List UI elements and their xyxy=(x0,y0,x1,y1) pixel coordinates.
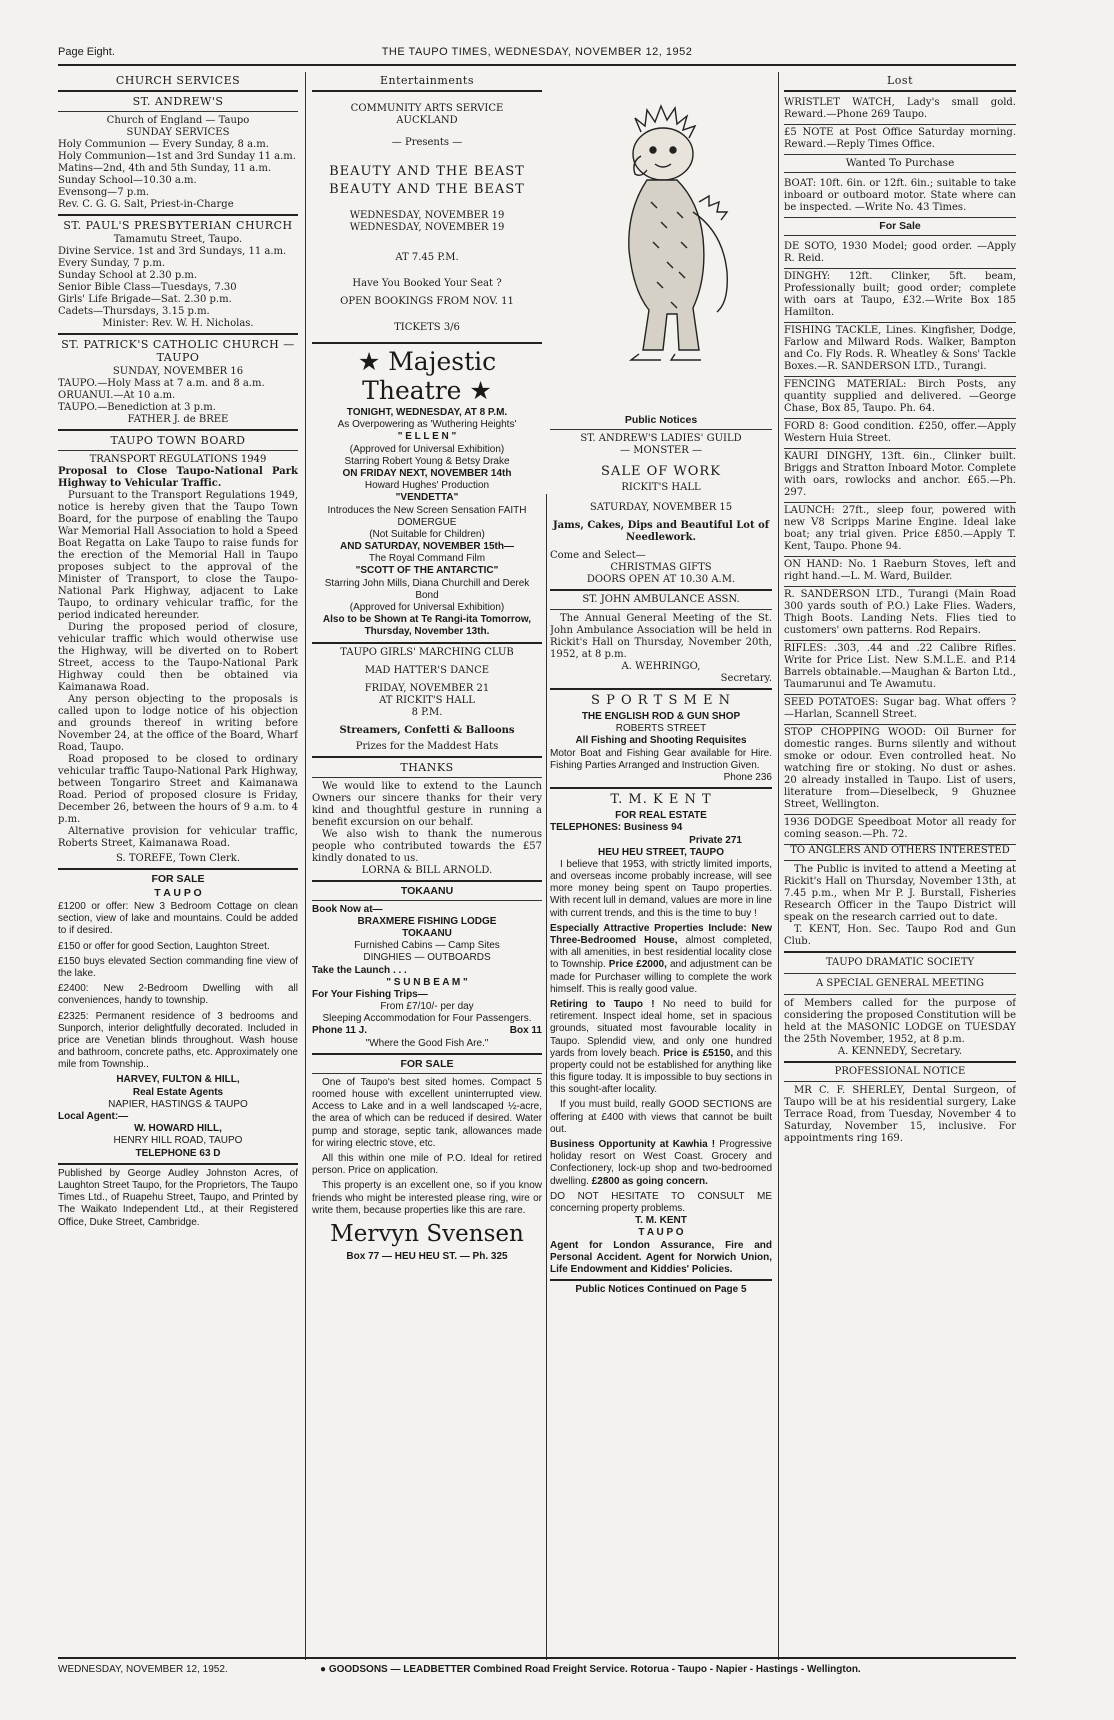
text-line: Holy Communion—1st and 3rd Sunday 11 a.m. xyxy=(58,151,296,162)
phone-box-line xyxy=(312,1025,542,1037)
text-line: RICKIT'S HALL xyxy=(621,482,701,493)
agent-line: Local Agent:— xyxy=(58,1111,129,1122)
text-line: ST. ANDREW'S LADIES' GUILD xyxy=(580,433,742,444)
classified-item: STOP CHOPPING WOOD: Oil Burner for domestic ranges. Burns silently and without smoke or odour. Even controlled heat. No watching fire or stoking. No dust or ashes. 20 already installed in Taupo. List of users, literature from—Dieselbeck, 9 Ghuznee Street, Wellington. xyxy=(784,725,1016,815)
paragraph: One of Taupo's best sited homes. Compact 5 roomed house with excellent uninterrupted view. Access to Lake and in a well landscaped ½-acre, the area of which can be reduced if desired. Water pump and storage, septic tank, allowances made for wiring electric stove, etc. xyxy=(312,1076,542,1149)
page-number: Page Eight. xyxy=(58,46,115,58)
text-line: AT RICKIT'S HALL xyxy=(379,694,475,706)
classified-item: R. SANDERSON LTD., Turangi (Main Road 300 yards south of P.O.) Lake Flies. Waders, Thigh Boots. Landing Nets. Flies tied to customers' own patterns. Rod Repairs. xyxy=(784,587,1016,641)
signature-line: T. M. KENT xyxy=(635,1215,687,1227)
text-line: BRAXMERE FISHING LODGE xyxy=(357,915,497,927)
text-line: Private 271 xyxy=(689,834,742,846)
text-line: ST. JOHN AMBULANCE ASSN. xyxy=(582,594,740,605)
text-line: From £7/10/- per day xyxy=(380,1001,474,1013)
listing: £1200 or offer: New 3 Bedroom Cottage on clean section, view of lake and mountains. Could be added to if desired. xyxy=(58,901,298,937)
text-line: TICKETS 3/6 xyxy=(394,322,460,333)
text-line: Divine Service. 1st and 3rd Sundays, 11 a.m. Every Sunday, 7 p.m. xyxy=(58,246,287,269)
agent-name: Mervyn Svensen xyxy=(330,1220,524,1247)
signature-line: Secretary. xyxy=(720,673,772,684)
column-rule xyxy=(305,72,306,1660)
sportsmen-title: S P O R T S M E N xyxy=(591,693,731,708)
text-line: TOKAANU xyxy=(402,927,452,939)
text-line: All Fishing and Shooting Requisites xyxy=(575,735,747,747)
paragraph: This property is an excellent one, so if you know friends who might be interested please ring, wire or write them, because properties like this are rare. xyxy=(312,1180,542,1216)
text-line: Have You Booked Your Seat ? xyxy=(352,278,502,289)
text-line: Minister: Rev. W. H. Nicholas. xyxy=(102,318,254,329)
anglers-heading: TO ANGLERS AND OTHERS INTERESTED xyxy=(790,845,1010,856)
column-4 xyxy=(784,72,1016,1684)
professional-heading: PROFESSIONAL NOTICE xyxy=(834,1066,966,1077)
text-line: The Royal Command Film xyxy=(368,553,486,565)
text-line: FATHER J. de BREE xyxy=(127,414,229,425)
text-line: Phone 236 xyxy=(723,771,772,783)
paragraph xyxy=(550,923,772,996)
newspaper-page xyxy=(58,44,1016,1684)
signature-line: S. TOREFE, Town Clerk. xyxy=(115,853,241,864)
paragraph: The Public is invited to attend a Meeting at Rickit's Hall on Thursday, November 13th, at 7.45 p.m., when Mr P. J. Burstall, Fisheries Research Officer in the Taupo District will speak on the research carried out to date. xyxy=(784,864,1016,923)
box-number: Box 11 xyxy=(509,1025,542,1037)
text-line: ROBERTS STREET xyxy=(615,723,707,735)
paragraph: of Members called for the purpose of considering the proposed Constitution will be held at the MASONIC LODGE on TUESDAY the 25th November, 1952, at 8 p.m. xyxy=(784,998,1016,1045)
footer-advert: ● GOODSONS — LEADBETTER Combined Road Freight Service. Rotorua - Taupo - Napier - Hastings - Wellington. xyxy=(320,1664,861,1675)
column-1 xyxy=(58,72,298,1684)
for-sale-heading: FOR SALE xyxy=(400,1057,454,1070)
text-line: FOR REAL ESTATE xyxy=(615,810,707,822)
signature-line: A. WEHRINGO, xyxy=(621,661,701,672)
st-andrews-title: ST. ANDREW'S xyxy=(132,95,224,108)
public-notices-heading: Public Notices xyxy=(624,414,698,426)
text-line: Prizes for the Maddest Hats xyxy=(355,740,499,752)
text-line: OPEN BOOKINGS FROM NOV. 11 xyxy=(340,296,514,307)
text-line: SUNDAY SERVICES xyxy=(126,127,230,138)
text-line: Also to be Shown at Te Rangi-ita Tomorrow, Thursday, November 13th. xyxy=(322,614,532,638)
classified-item: FORD 8: Good condition. £250, offer.—Apply Western Huia Street. xyxy=(784,419,1016,449)
paragraph: All this within one mile of P.O. Ideal for retired person. Price on application. xyxy=(312,1152,542,1177)
majestic-theatre-title: ★ Majestic Theatre ★ xyxy=(357,347,497,405)
text-line: Church of England — Taupo xyxy=(106,115,250,126)
text-line: SATURDAY, NOVEMBER 15 xyxy=(589,502,733,513)
classified-item: 1936 DODGE Speedboat Motor all ready for coming season.—Ph. 72. xyxy=(784,815,1016,845)
film-title: "VENDETTA" xyxy=(395,492,459,504)
text-line: (Not Suitable for Children) xyxy=(369,528,485,540)
text-line: HEU HEU STREET, TAUPO xyxy=(598,846,724,858)
paragraph: We also wish to thank the numerous people who contributed towards the £57 kindly donated to us. xyxy=(312,828,542,864)
text-line: Evensong—7 p.m. xyxy=(58,187,150,198)
text-line: Rev. C. G. G. Salt, Priest-in-Charge xyxy=(58,199,234,210)
text-line: TAUPO.—Benediction at 3 p.m. xyxy=(58,402,216,413)
text-line: " S U N B E A M " xyxy=(386,976,468,988)
text-line: TAUPO.—Holy Mass at 7 a.m. and 8 a.m. xyxy=(58,378,265,389)
listing: £2400: New 2-Bedroom Dwelling with all conveniences, handy to township. xyxy=(58,983,298,1007)
text-bold: Retiring to Taupo ! xyxy=(550,998,655,1010)
classified-item: SEED POTATOES: Sugar bag. What offers ?—Harlan, Scannell Street. xyxy=(784,695,1016,725)
theatre-name: Majestic Theatre xyxy=(362,347,497,405)
show-title: BEAUTY AND THE BEAST xyxy=(329,182,525,197)
text-line: Sunday School—10.30 a.m. xyxy=(58,175,197,186)
lost-heading: Lost xyxy=(887,74,913,87)
text-line: WEDNESDAY, NOVEMBER 19 xyxy=(349,210,505,221)
text-line: WEDNESDAY, NOVEMBER 19 xyxy=(349,222,505,233)
entertainments-heading: Entertainments xyxy=(380,74,474,87)
classified-item: DE SOTO, 1930 Model; good order. —Apply R. Reid. xyxy=(784,239,1016,269)
st-patricks-title: ST. PATRICK'S CATHOLIC CHURCH — TAUPO xyxy=(61,338,295,364)
paragraph xyxy=(550,1139,772,1188)
for-sale-place: T A U P O xyxy=(154,887,202,899)
text-bold: Price £2000, xyxy=(608,959,667,971)
text-bold: Business Opportunity at Kawhia ! xyxy=(550,1139,716,1150)
agent-line: Real Estate Agents xyxy=(132,1086,224,1098)
text-line: "Where the Good Fish Are." xyxy=(365,1037,489,1049)
text-line: THE ENGLISH ROD & GUN SHOP xyxy=(581,711,741,722)
wanted-heading: Wanted To Purchase xyxy=(845,157,955,169)
text-line: AUCKLAND xyxy=(396,115,458,126)
text-line: Starring John Mills, Diana Churchill and Derek Bond xyxy=(324,577,530,601)
paragraph: Road proposed to be closed to ordinary vehicular traffic Taupo-National Park Highway, between Tongariro Street and Kaimanawa Road. Period of proposed closure is Friday, December 26, between the hours of 9 a.m. to 4 p.m. xyxy=(58,754,298,825)
signature-line: T A U P O xyxy=(638,1227,684,1239)
classified-item: BOAT: 10ft. 6in. or 12ft. 6in.; suitable to take inboard or outboard motor. State where can be inspected. —Write No. 43 Times. xyxy=(784,176,1016,218)
text-line: Come and Select— xyxy=(550,550,646,561)
phone-number: Phone 11 J. xyxy=(312,1025,368,1037)
text-line: (Approved for Universal Exhibition) xyxy=(349,443,505,455)
text-line: TONIGHT, WEDNESDAY, AT 8 P.M. xyxy=(346,407,508,418)
paragraph: Agent for London Assurance, Fire and Personal Accident. Agent for Norwich Union, Life Endowment and Kiddies' Policies. xyxy=(550,1239,772,1275)
text-line: Senior Bible Class—Tuesdays, 7.30 xyxy=(58,282,237,293)
text-line: As Overpowering as 'Wuthering Heights' xyxy=(337,419,517,431)
text-line: Howard Hughes' Production xyxy=(364,480,490,492)
text-bold: £2800 as going concern. xyxy=(591,1175,708,1187)
text-line: Sunday School at 2.30 p.m. xyxy=(58,270,198,281)
paragraph: I believe that 1953, with strictly limited imports, and overseas income probably increase, will see more money being spent on Taupo properties. With recent lull in demand, values are more in line with current trends, and this is the time to buy ! xyxy=(550,858,772,919)
text-line: FRIDAY, NOVEMBER 21 xyxy=(364,682,490,694)
listing: £150 buys elevated Section commanding fine view of the lake. xyxy=(58,955,298,979)
text-line: Sleeping Accommodation for Four Passengers. xyxy=(322,1013,532,1025)
text-line: CHRISTMAS GIFTS xyxy=(610,562,712,573)
classified-item: DINGHY: 12ft. Clinker, 5ft. beam, Professionally built; good order; complete with oars at Taupo, £32.—Write Box 185 Hamilton. xyxy=(784,269,1016,323)
text-line: Girls' Life Brigade—Sat. 2.30 p.m. xyxy=(58,294,232,305)
agent-contact: Box 77 — HEU HEU ST. — Ph. 325 xyxy=(346,1250,508,1262)
text-line: Book Now at— xyxy=(312,903,383,915)
kent-title: T. M. K E N T xyxy=(610,792,712,808)
paragraph: Pursuant to the Transport Regulations 1949, notice is hereby given that the Taupo Town Board, for the purpose of enabling the Taupo War Memorial Hall Association to hold a Speed Boat Regatta on Lake Taupo to raise funds for the erection of the Memorial Hall in Taupo proposes subject to the approval of the Minister of Transport, to close the Taupo-National Park Highway, adjacent to Lake Taupo, to ordinary vehicular traffic, for the period indicated hereunder. xyxy=(58,490,298,621)
page-footer xyxy=(58,1657,1016,1683)
text-line: — Presents — xyxy=(391,137,463,148)
paragraph: The Annual General Meeting of the St. John Ambulance Association will be held in Rickit's Hall on Thursday, November 20th, 1952, at 8 p.m. xyxy=(550,613,772,660)
footer-date: WEDNESDAY, NOVEMBER 12, 1952. xyxy=(58,1664,228,1675)
column-3 xyxy=(550,72,772,1684)
text-line: ORUANUI.—At 10 a.m. xyxy=(58,390,176,401)
text-line: Introduces the New Screen Sensation FAITH DOMERGUE xyxy=(327,504,527,528)
film-title: "SCOTT OF THE ANTARCTIC" xyxy=(355,565,499,577)
column-rule xyxy=(778,72,779,1660)
signature-line: A. KENNEDY, Secretary. xyxy=(837,1046,963,1057)
text-bold: Especially Attractive Properties Include: New Three-Bedroomed House, xyxy=(550,922,772,946)
text-line: TRANSPORT REGULATIONS 1949 xyxy=(89,454,267,465)
text-line: SUNDAY, NOVEMBER 16 xyxy=(112,366,244,377)
signature-line: T. KENT, Hon. Sec. Taupo Rod and Gun Club. xyxy=(784,924,1016,947)
text-run: No need to build for retirement. Inspect ideal home, set in spacious grounds, situated most favourable locality in Taupo. Splendid view, and only one hundred yards from lovely beach. xyxy=(550,998,772,1059)
paragraph: MR C. F. SHERLEY, Dental Surgeon, of Taupo will be at his residential surgery, Lake Terrace Road, from Tuesday, November 4 to Saturday, November 15, inclusive. For appointments ring 169. xyxy=(784,1085,1016,1144)
signature-line: LORNA & BILL ARNOLD. xyxy=(361,864,493,876)
agent-line: TELEPHONE 63 D xyxy=(135,1147,221,1159)
text-line: A SPECIAL GENERAL MEETING xyxy=(815,978,985,989)
thanks-heading: THANKS xyxy=(400,760,454,774)
text-run: Progressive holiday resort on West Coast. Grocery and Confectionery, lock-up shop and two-bedroomed dwelling. xyxy=(550,1139,772,1187)
agent-line: HENRY HILL ROAD, TAUPO xyxy=(113,1135,243,1147)
masthead-title: THE TAUPO TIMES, WEDNESDAY, NOVEMBER 12, 1952 xyxy=(381,46,693,58)
text-line: Cadets—Thursdays, 3.15 p.m. xyxy=(58,306,210,317)
listing: £150 or offer for good Section, Laughton Street. xyxy=(58,940,270,952)
text-line: Jams, Cakes, Dips and Beautiful Lot of Needlework. xyxy=(552,520,770,543)
paragraph: We would like to extend to the Launch Owners our sincere thanks for their very kind and thoughtful gesture in running a benefit excursion on our behalf. xyxy=(312,780,542,828)
text-line: DINGHIES — OUTBOARDS xyxy=(363,952,491,964)
text-bold: Price is £5150, xyxy=(663,1047,734,1059)
text-line: Furnished Cabins — Camp Sites xyxy=(354,940,500,952)
event-title: SALE OF WORK xyxy=(601,464,721,479)
classified-item: FISHING TACKLE, Lines. Kingfisher, Dodge, Farlow and Milward Rods. Walker, Bampton and Co. Fly Rods. R. Wheatley & Sons' Tackle Boxes.—R. SANDERSON LTD., Turangi. xyxy=(784,323,1016,377)
paragraph: During the proposed period of closure, vehicular traffic which would otherwise use the Highway, will be diverted on to Robert Street, access to the Taupo-National Park Highway could then be obtained via Kaimanawa Road. xyxy=(58,622,298,693)
text-line: AT 7.45 P.M. xyxy=(395,252,459,263)
listing: £2325: Permanent residence of 3 bedrooms and Sunporch, interior delightfully decorated. Included in price are Venetian blinds throughout. Wash house and bathroom, concrete paths, etc. Approximately one mile from Township.. xyxy=(58,1010,298,1071)
text-line: Proposal to Close Taupo-National Park Highway to Vehicular Traffic. xyxy=(58,466,298,489)
text-line: Tamamutu Street, Taupo. xyxy=(113,234,243,245)
text-line: Streamers, Confetti & Balloons xyxy=(339,724,515,736)
show-title: BEAUTY AND THE BEAST xyxy=(329,164,525,179)
classified-item: £5 NOTE at Post Office Saturday morning. Reward.—Reply Times Office. xyxy=(784,125,1016,155)
agent-line: W. HOWARD HILL, xyxy=(134,1123,222,1135)
classified-item: KAURI DINGHY, 13ft. 6in., Clinker built. Briggs and Stratton Inboard Motor. Complete with oars, rowlocks and anchor. £65.—Ph. 297. xyxy=(784,449,1016,503)
church-heading: CHURCH SERVICES xyxy=(115,74,241,87)
text-line: Matins—2nd, 4th and 5th Sunday, 11 a.m. xyxy=(58,163,272,174)
text-run: and this property could not be established for anything like this figure today. It is impossible to buy sections in this sought-after locality. xyxy=(550,1047,772,1096)
classified-item: ON HAND: No. 1 Raeburn Stoves, left and right hand.—L. M. Ward, Builder. xyxy=(784,557,1016,587)
club-title: TAUPO GIRLS' MARCHING CLUB xyxy=(340,646,514,658)
column-rule xyxy=(546,494,547,1660)
paragraph: DO NOT HESITATE TO CONSULT ME concerning property problems. xyxy=(550,1190,772,1214)
for-sale-heading: For Sale xyxy=(879,220,921,232)
classified-item: LAUNCH: 27ft., sleep four, powered with new V8 Scripps Marine Engine. Ideal lake boat; any trial given. Price £850.—Apply T. Kent, Taupo. Phone 94. xyxy=(784,503,1016,557)
for-sale-heading: FOR SALE xyxy=(151,873,205,885)
paragraph: Any person objecting to the proposals is called upon to lodge notice of his objection and grounds thereof in writing before November 24, at the office of the Board, Wharf Road, Taupo. xyxy=(58,694,298,753)
paragraph: Motor Boat and Fishing Gear available for Hire. Fishing Parties Arranged and Instruction Given. xyxy=(550,747,772,771)
paragraph xyxy=(550,999,772,1097)
classified-item: WRISTLET WATCH, Lady's small gold. Reward.—Phone 269 Taupo. xyxy=(784,95,1016,125)
text-run: almost completed, with all amenities, in best residential locality close to Township. xyxy=(550,935,772,971)
text-line: Take the Launch . . . xyxy=(312,964,407,976)
agent-name: HARVEY, FULTON & HILL, xyxy=(116,1074,240,1086)
text-line: DOORS OPEN AT 10.30 A.M. xyxy=(586,574,736,585)
text-run: and adjustment can be made for Purchaser willing to complete the work himself. This is really good value. xyxy=(550,959,772,995)
paragraph: Alternative provision for vehicular traffic, Roberts Street, Kaimanawa Road. xyxy=(58,826,298,849)
st-pauls-title: ST. PAUL'S PRESBYTERIAN CHURCH xyxy=(63,219,293,232)
text-line: Starring Robert Young & Betsy Drake xyxy=(344,455,510,467)
text-line: — MONSTER — xyxy=(620,445,702,456)
continued-note: Public Notices Continued on Page 5 xyxy=(575,1284,747,1296)
text-line: Holy Communion — Every Sunday, 8 a.m. xyxy=(58,139,269,150)
masthead xyxy=(58,44,1016,66)
text-line: AND SATURDAY, NOVEMBER 15th— xyxy=(340,541,514,553)
tokaanu-heading: TOKAANU xyxy=(400,884,454,897)
dramatic-heading: TAUPO DRAMATIC SOCIETY xyxy=(825,957,975,968)
classified-item: FENCING MATERIAL: Birch Posts, any quantity supplied and delivered. —George Chase, Box 85, Taupo. Ph. 64. xyxy=(784,377,1016,419)
text-line: ON FRIDAY NEXT, NOVEMBER 14th xyxy=(342,467,512,479)
text-line: For Your Fishing Trips— xyxy=(312,988,428,1000)
column-2 xyxy=(312,72,542,1684)
agent-line: NAPIER, HASTINGS & TAUPO xyxy=(108,1098,248,1110)
town-board-heading: TAUPO TOWN BOARD xyxy=(110,434,246,447)
imprint: Published by George Audley Johnston Acres, of Laughton Street Taupo, for the Proprietors, The Taupo Times Ltd., of Ruapehu Street, Taupo, and Printed by The Waikato Independent Ltd., at their Registered Office, Duke Street, Cambridge. xyxy=(58,1167,298,1228)
text-line: 8 P.M. xyxy=(411,706,443,718)
monster-illustration-icon xyxy=(581,92,741,392)
paragraph: If you must build, really GOOD SECTIONS are offering at £400 with views that cannot be built out. xyxy=(550,1099,772,1135)
text-line: TELEPHONES: Business 94 xyxy=(550,822,683,834)
classified-item: RIFLES: .303, .44 and .22 Calibre Rifles. Write for Price List. New S.M.L.E. and P.14 Barrels obtainable.—Maughan & Barton Ltd., Taumarunui and Te Awamutu. xyxy=(784,641,1016,695)
film-title: " E L L E N " xyxy=(397,431,457,443)
text-line: COMMUNITY ARTS SERVICE xyxy=(350,103,504,114)
text-line: MAD HATTER'S DANCE xyxy=(364,664,490,676)
text-line: (Approved for Universal Exhibition) xyxy=(349,602,505,613)
